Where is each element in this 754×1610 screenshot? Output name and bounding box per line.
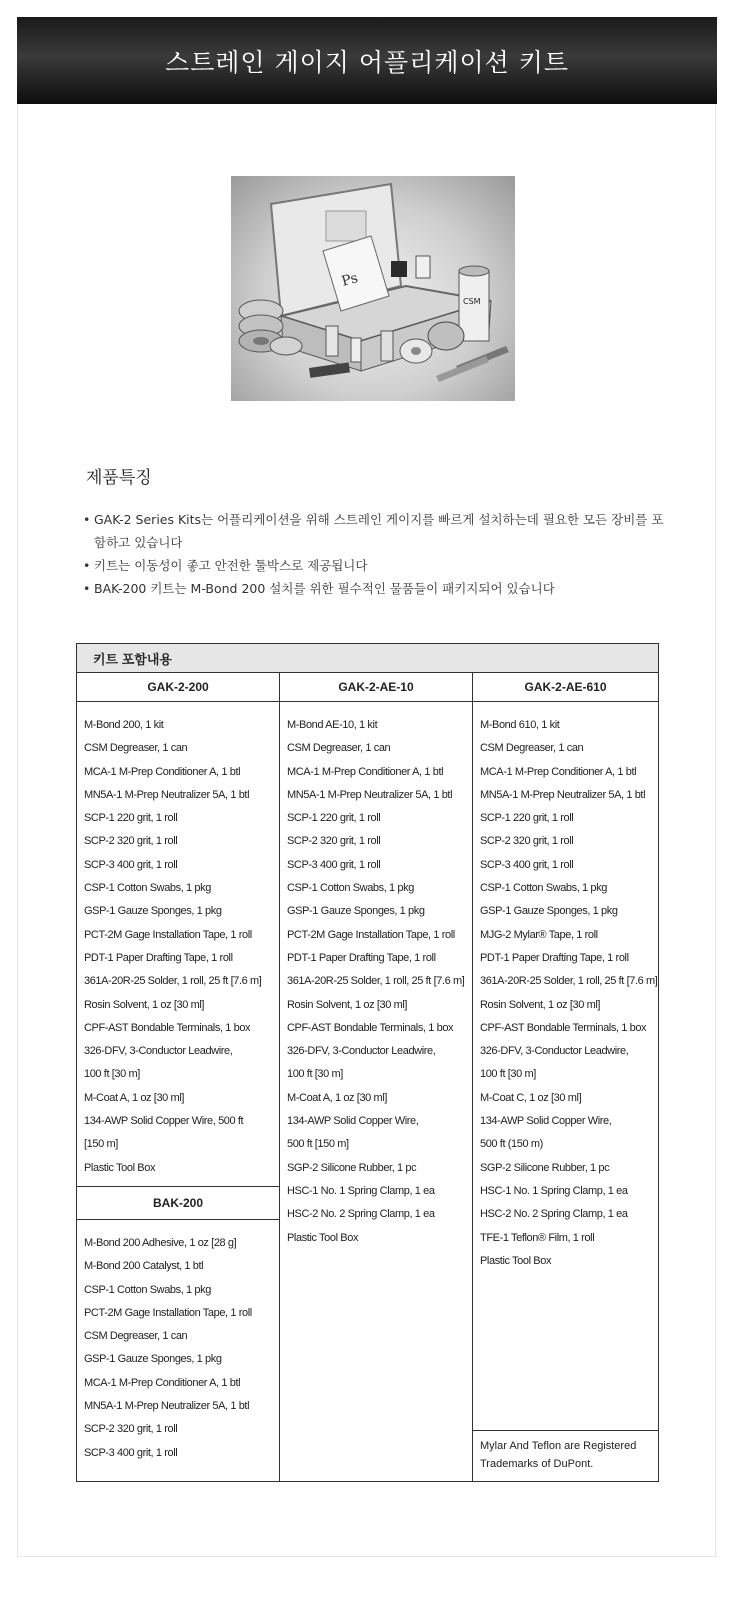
kit-item: HSC-2 No. 2 Spring Clamp, 1 ea [287,1208,435,1221]
kit-item: M-Bond 200, 1 kit [84,719,164,731]
kit-item: Plastic Tool Box [84,1161,156,1174]
kit-item: MCA-1 M-Prep Conditioner A, 1 btl [480,765,637,778]
kit-item: GSP-1 Gauze Sponges, 1 pkg [287,905,425,918]
kit-item: M-Bond AE-10, 1 kit [287,719,378,731]
kit-item: M-Coat C, 1 oz [30 ml] [480,1091,582,1104]
kit-item: MN5A-1 M-Prep Neutralizer 5A, 1 btl [480,788,646,801]
kit-item: CSM Degreaser, 1 can [84,742,188,755]
kit-item: PDT-1 Paper Drafting Tape, 1 roll [287,951,436,964]
kit-item: 500 ft [150 m] [287,1138,349,1151]
kit-item: CSM Degreaser, 1 can [287,742,391,755]
kit-item: HSC-1 No. 1 Spring Clamp, 1 ea [287,1184,435,1197]
kit-item: Plastic Tool Box [287,1231,359,1244]
kit-item: PCT-2M Gage Installation Tape, 1 roll [287,928,455,941]
kit-item: SCP-3 400 grit, 1 roll [480,858,574,871]
trademark-note-line: Trademarks of DuPont. [480,1458,594,1470]
gak-2-ae-610-cell [473,702,659,1482]
kit-item: M-Bond 200 Adhesive, 1 oz [28 g] [84,1236,237,1249]
kit-item: Plastic Tool Box [480,1254,552,1267]
kit-item: PDT-1 Paper Drafting Tape, 1 roll [84,951,233,964]
column-heading-gak-2-ae-10: GAK-2-AE-10 [280,673,473,702]
trademark-note [473,1430,658,1481]
features-list [83,508,673,600]
feature-item: • BAK-200 키트는 M-Bond 200 설치를 위한 필수적인 물품들이 패키지되어 있습니다 [83,577,673,600]
kit-item: M-Bond 200 Catalyst, 1 btl [84,1260,204,1273]
kit-item: SCP-2 320 grit, 1 roll [84,835,178,848]
bak-200-items [77,1220,279,1465]
kit-item: MCA-1 M-Prep Conditioner A, 1 btl [84,765,241,778]
kit-item: GSP-1 Gauze Sponges, 1 pkg [480,905,618,918]
kit-item: SCP-1 220 grit, 1 roll [84,812,178,825]
kit-item: MN5A-1 M-Prep Neutralizer 5A, 1 btl [84,1400,250,1413]
gak-2-ae-10-items [280,702,472,1250]
kit-contents-table [76,643,659,1482]
kit-item: CSP-1 Cotton Swabs, 1 pkg [84,1283,211,1296]
kit-item: SCP-2 320 grit, 1 roll [84,1423,178,1436]
kit-item: CPF-AST Bondable Terminals, 1 box [84,1021,251,1034]
kit-item: 500 ft (150 m) [480,1138,543,1151]
kit-contents-title: 키트 포함내용 [77,644,659,673]
kit-item: 326-DFV, 3-Conductor Leadwire, [84,1045,233,1058]
kit-item: SCP-3 400 grit, 1 roll [84,1446,178,1459]
kit-item: M-Coat A, 1 oz [30 ml] [287,1091,388,1104]
kit-item: 361A-20R-25 Solder, 1 roll, 25 ft [7.6 m] [84,975,262,988]
kit-item: CSP-1 Cotton Swabs, 1 pkg [84,882,211,895]
kit-item: GSP-1 Gauze Sponges, 1 pkg [84,1353,222,1366]
kit-item: 100 ft [30 m] [287,1068,343,1081]
kit-item: Rosin Solvent, 1 oz [30 ml] [84,998,205,1011]
kit-item: SGP-2 Silicone Rubber, 1 pc [480,1161,610,1174]
kit-item: PCT-2M Gage Installation Tape, 1 roll [84,1306,252,1319]
kit-item: MN5A-1 M-Prep Neutralizer 5A, 1 btl [84,788,250,801]
kit-item: 361A-20R-25 Solder, 1 roll, 25 ft [7.6 m] [480,975,658,988]
kit-item: TFE-1 Teflon® Film, 1 roll [480,1231,595,1244]
page-title: 스트레인 게이지 어플리케이션 키트 [164,47,570,77]
kit-item: CSM Degreaser, 1 can [84,1330,188,1343]
kit-item: MN5A-1 M-Prep Neutralizer 5A, 1 btl [287,788,453,801]
trademark-note-line: Mylar And Teflon are Registered [480,1440,637,1452]
bak-200-heading: BAK-200 [77,1186,279,1220]
product-photo [231,176,515,401]
kit-item: 100 ft [30 m] [84,1068,140,1081]
kit-item: MJG-2 Mylar® Tape, 1 roll [480,928,598,941]
kit-item: CSM Degreaser, 1 can [480,742,584,755]
kit-item: 100 ft [30 m] [480,1068,536,1081]
gak-2-ae-10-cell [280,702,473,1482]
kit-item: PCT-2M Gage Installation Tape, 1 roll [84,928,252,941]
kit-item: SCP-2 320 grit, 1 roll [287,835,381,848]
kit-item: Rosin Solvent, 1 oz [30 ml] [480,998,601,1011]
kit-item: SCP-1 220 grit, 1 roll [287,812,381,825]
title-banner [17,17,717,104]
kit-item: HSC-1 No. 1 Spring Clamp, 1 ea [480,1184,628,1197]
kit-item: CPF-AST Bondable Terminals, 1 box [480,1021,647,1034]
kit-item: SCP-3 400 grit, 1 roll [84,858,178,871]
svg-text:Ps: Ps [339,270,360,290]
kit-item: CSP-1 Cotton Swabs, 1 pkg [287,882,414,895]
kit-item: SGP-2 Silicone Rubber, 1 pc [287,1161,417,1174]
kit-item: SCP-1 220 grit, 1 roll [480,812,574,825]
kit-item: CSP-1 Cotton Swabs, 1 pkg [480,882,607,895]
kit-item: [150 m] [84,1138,118,1151]
kit-item: M-Bond 610, 1 kit [480,719,560,731]
kit-item: CPF-AST Bondable Terminals, 1 box [287,1021,454,1034]
kit-item: 134-AWP Solid Copper Wire, 500 ft [84,1115,244,1128]
svg-text:CSM: CSM [463,297,481,306]
kit-item: PDT-1 Paper Drafting Tape, 1 roll [480,951,629,964]
gak-2-200-items [77,702,279,1180]
column-heading-gak-2-200: GAK-2-200 [77,673,280,702]
kit-item: Rosin Solvent, 1 oz [30 ml] [287,998,408,1011]
features-heading: 제품특징 [86,468,152,488]
kit-item: MCA-1 M-Prep Conditioner A, 1 btl [287,765,444,778]
feature-item: • GAK-2 Series Kits는 어플리케이션을 위해 스트레인 게이지를 빠르게 설치하는데 필요한 모든 장비를 포함하고 있습니다 [83,508,673,554]
kit-item: 361A-20R-25 Solder, 1 roll, 25 ft [7.6 m] [287,975,465,988]
kit-item: 134-AWP Solid Copper Wire, [287,1115,419,1128]
kit-item: M-Coat A, 1 oz [30 ml] [84,1091,185,1104]
kit-item: 326-DFV, 3-Conductor Leadwire, [480,1045,629,1058]
gak-2-200-cell [77,702,280,1482]
kit-item: 134-AWP Solid Copper Wire, [480,1115,612,1128]
kit-item: HSC-2 No. 2 Spring Clamp, 1 ea [480,1208,628,1221]
kit-item: 326-DFV, 3-Conductor Leadwire, [287,1045,436,1058]
kit-item: MCA-1 M-Prep Conditioner A, 1 btl [84,1376,241,1389]
kit-item: SCP-2 320 grit, 1 roll [480,835,574,848]
feature-item: • 키트는 이동성이 좋고 안전한 툴박스로 제공됩니다 [83,554,673,577]
kit-item: GSP-1 Gauze Sponges, 1 pkg [84,905,222,918]
kit-photo-illustration [231,176,515,401]
gak-2-ae-610-items [473,702,658,1273]
column-heading-gak-2-ae-610: GAK-2-AE-610 [473,673,659,702]
kit-item: SCP-3 400 grit, 1 roll [287,858,381,871]
